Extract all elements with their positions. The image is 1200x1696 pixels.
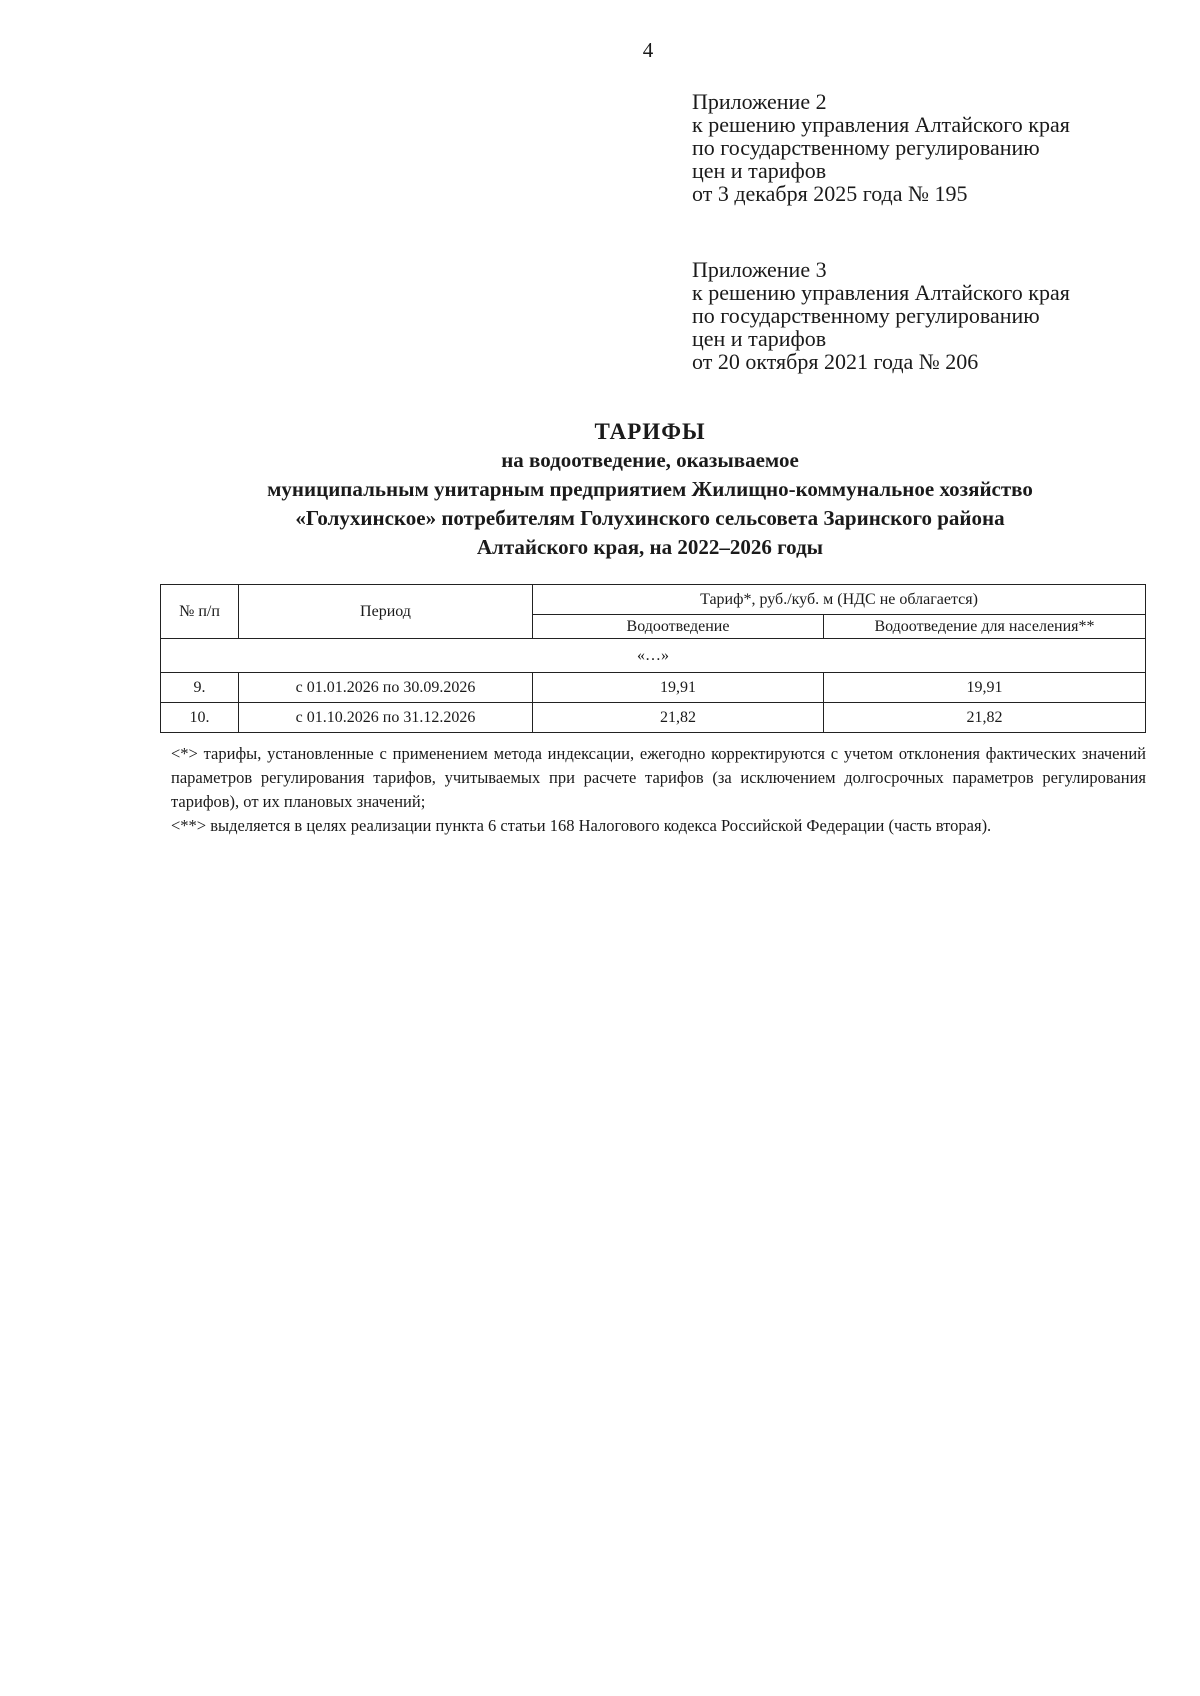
appendix-2-line: цен и тарифов [692,158,827,183]
document-title [130,418,1170,562]
appendix-2-line: по государственному регулированию [692,135,1040,160]
appendix-3-line: к решению управления Алтайского края [692,280,1070,305]
title-line: на водоотведение, оказываемое [501,448,799,472]
table-header-row [161,585,1146,615]
footnote: <*> тарифы, установленные с применением метода индексации, ежегодно корректируются с учетом отклонения фактических значений параметров регулирования тарифов, учитываемых при расчете тарифов (за исключением долгосрочных параметров регулирования тарифов), от их плановых значений; [171,744,1146,811]
title-main: ТАРИФЫ [594,419,706,444]
header-tariff-group: Тариф*, руб./куб. м (НДС не облагается) [533,585,1146,615]
appendix-2-header [692,90,1162,205]
table-row [161,673,1146,703]
title-line: Алтайского края, на 2022–2026 годы [476,535,824,559]
cell-wastewater-population: 21,82 [824,703,1146,733]
header-period: Период [239,585,533,639]
table-ellipsis-row [161,639,1146,673]
appendix-3-line: от 20 октября 2021 года № 206 [692,349,979,374]
cell-number: 9. [161,673,239,703]
header-wastewater-population: Водоотведение для населения** [824,615,1146,639]
appendix-2-line: к решению управления Алтайского края [692,112,1070,137]
appendix-3-header [692,258,1162,373]
appendix-3-line: Приложение 3 [692,257,827,282]
cell-number: 10. [161,703,239,733]
cell-period: с 01.01.2026 по 30.09.2026 [239,673,533,703]
ellipsis-cell: «…» [161,639,1146,673]
appendix-2-line: Приложение 2 [692,89,827,114]
table-row [161,703,1146,733]
appendix-2-line: от 3 декабря 2025 года № 195 [692,181,968,206]
cell-wastewater: 19,91 [533,673,824,703]
cell-wastewater-population: 19,91 [824,673,1146,703]
footnote: <**> выделяется в целях реализации пункта 6 статьи 168 Налогового кодекса Российской Федерации (часть вторая). [171,816,992,835]
appendix-3-line: по государственному регулированию [692,303,1040,328]
header-number: № п/п [161,585,239,639]
title-subtitle [130,446,1170,562]
cell-wastewater: 21,82 [533,703,824,733]
appendix-3-line: цен и тарифов [692,326,827,351]
title-line: муниципальным унитарным предприятием Жилищно-коммунальное хозяйство [267,477,1033,501]
cell-period: с 01.10.2026 по 31.12.2026 [239,703,533,733]
title-line: «Голухинское» потребителям Голухинского сельсовета Заринского района [295,506,1005,530]
header-wastewater: Водоотведение [533,615,824,639]
footnotes [171,742,1146,838]
tariff-table [160,584,1146,733]
page-number: 4 [642,38,654,62]
